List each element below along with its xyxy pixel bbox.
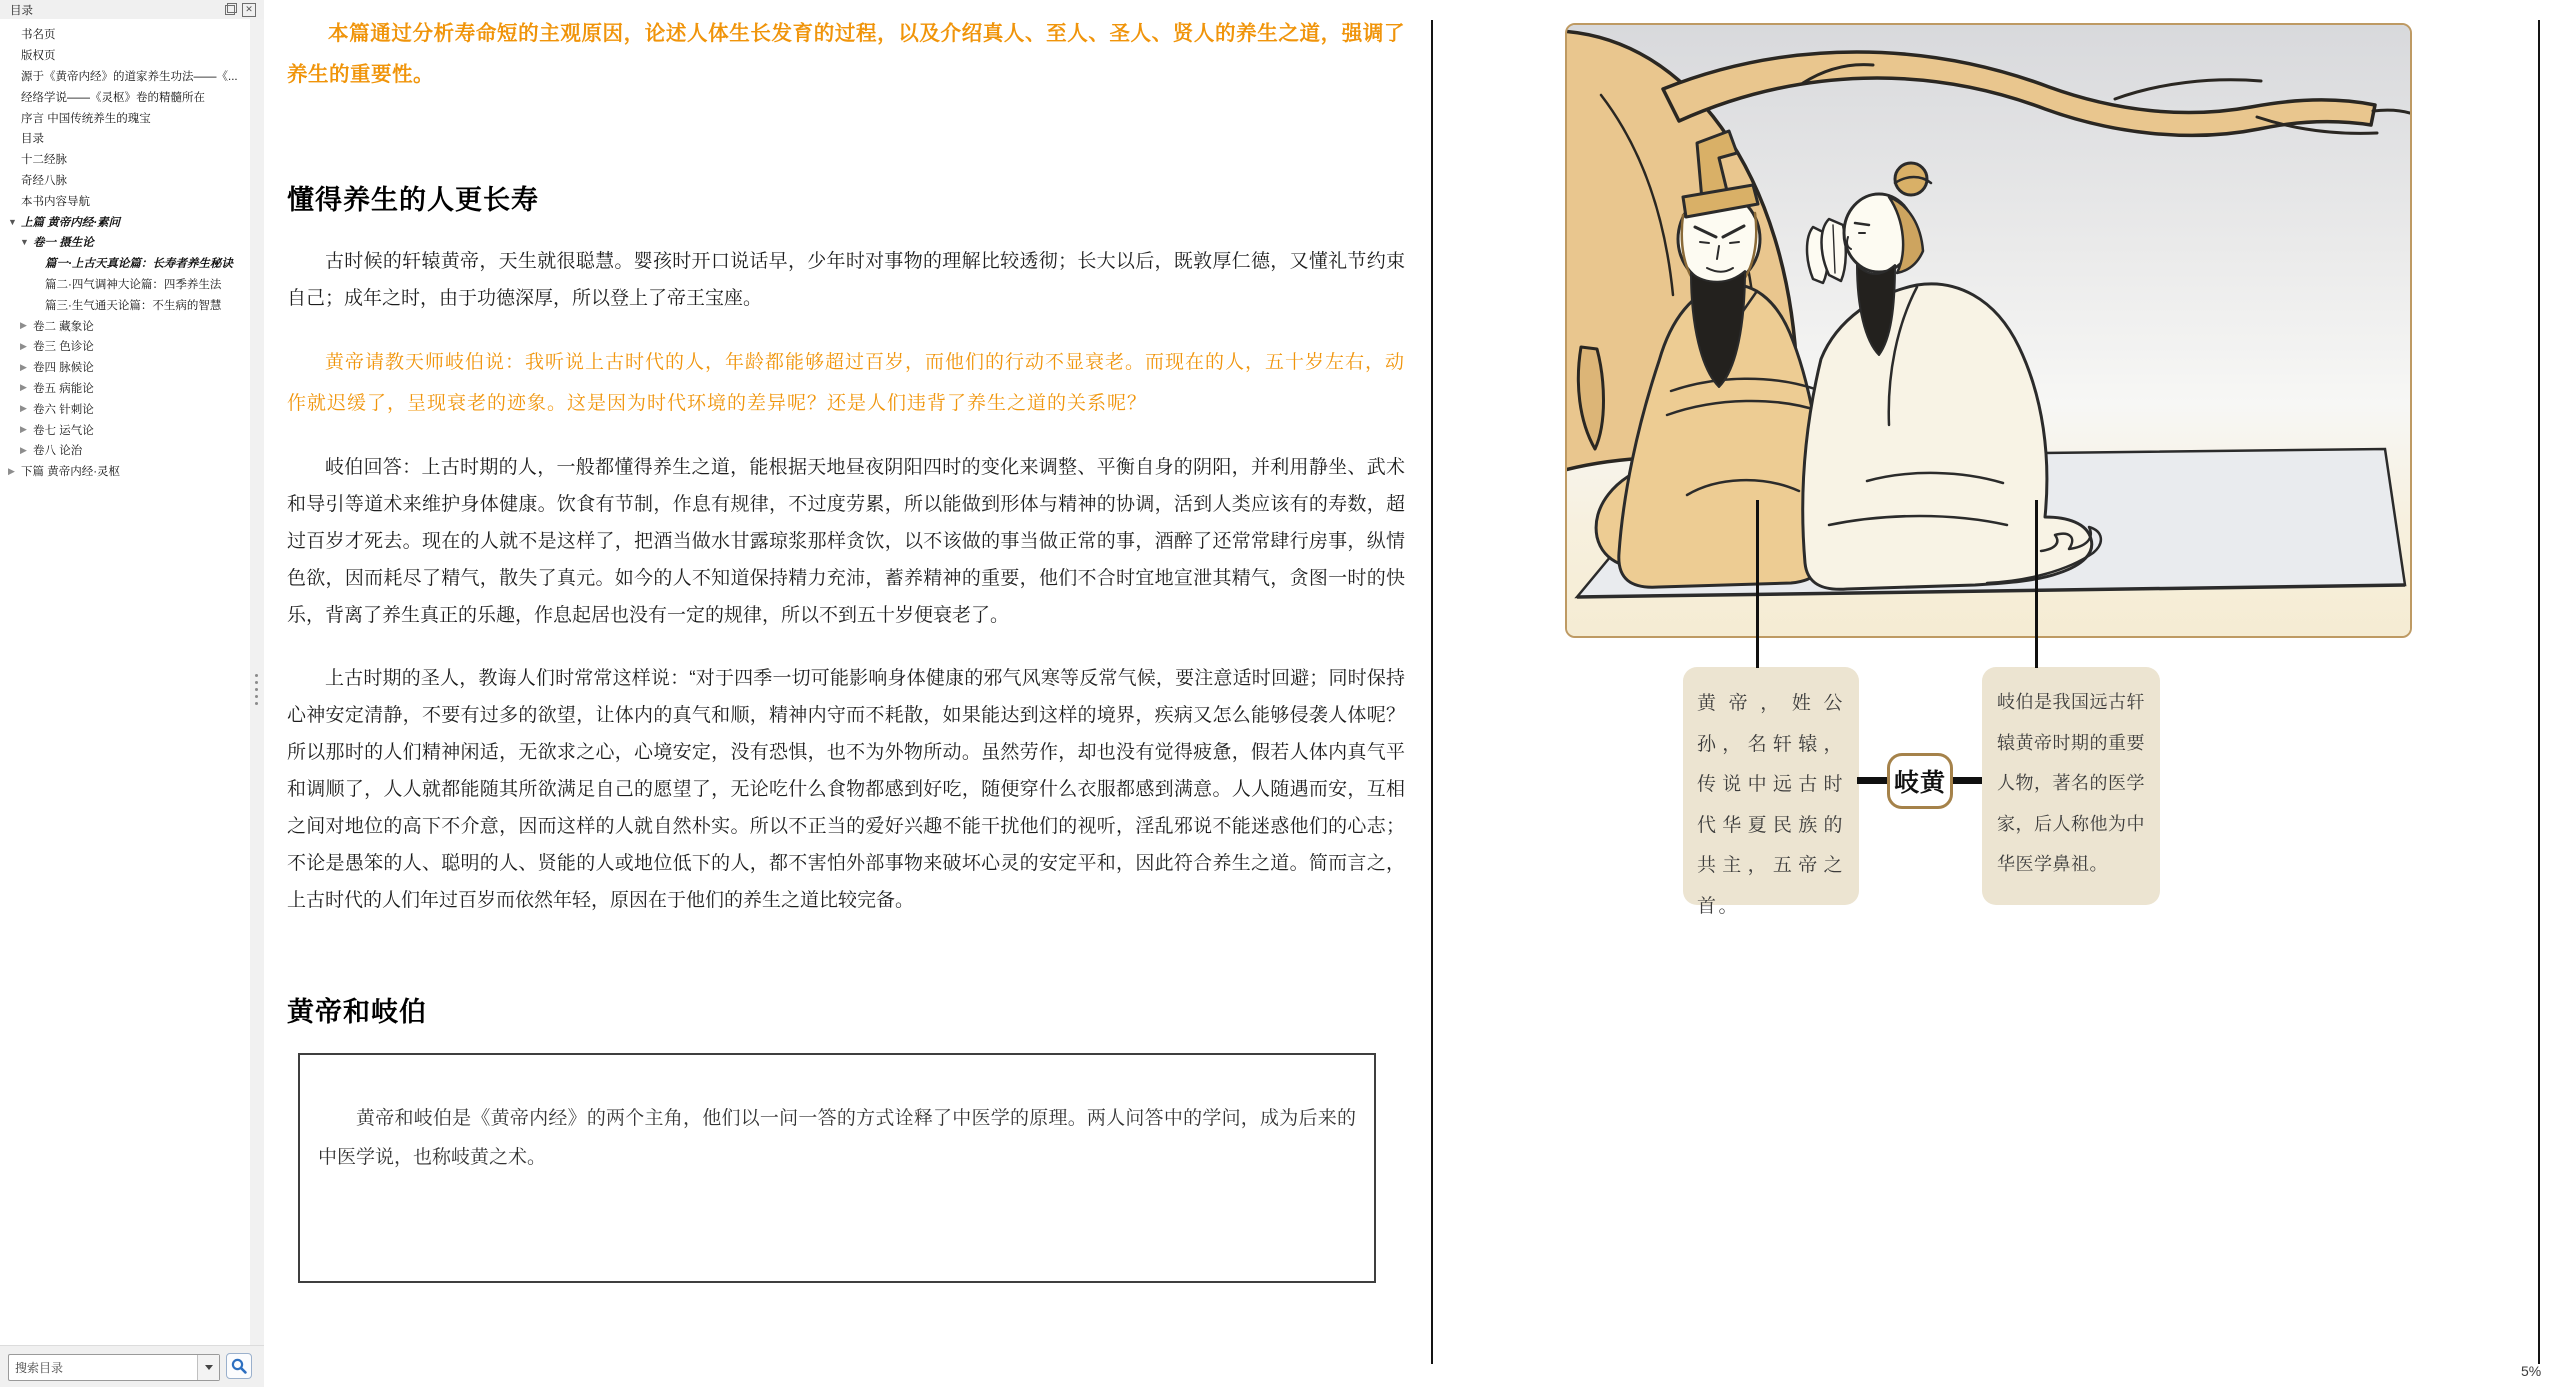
toc-item-label: 序言 中国传统养生的瑰宝 [21,112,151,125]
callout-huangdi [1683,667,1859,917]
tree-toggle-icon[interactable]: ▶ [20,403,27,414]
tree-toggle-icon[interactable]: ▶ [20,320,27,331]
float-window-icon[interactable] [225,3,237,15]
drag-dots-icon [255,670,259,709]
toc-item[interactable] [0,253,250,274]
toc-item[interactable] [0,45,250,66]
toc-sidebar [0,0,253,1387]
toc-item-label: 卷四 脉候论 [33,362,94,375]
qihuang-label: 岐黄 [1887,753,1953,809]
toc-item[interactable] [0,357,250,378]
toc-item-label: 卷五 病能论 [33,382,94,395]
tree-toggle-icon[interactable]: ▶ [20,382,27,393]
toc-item-label: 卷八 论治 [33,445,83,458]
huangdi-qibo-illustration [1567,25,2410,636]
toc-item[interactable] [0,315,250,336]
toc-item-label: 篇二·四气调神大论篇：四季养生法 [45,278,222,291]
toc-item-label: 卷三 色诊论 [33,341,94,354]
toc-item-label: 奇经八脉 [21,174,67,187]
sidebar-resize-handle[interactable] [250,19,264,1345]
toc-item[interactable] [0,461,250,482]
toc-item-label: 篇一·上古天真论篇：长寿者养生秘诀 [45,258,233,271]
search-dropdown-button[interactable] [197,1355,219,1380]
search-button[interactable] [226,1353,252,1379]
search-input[interactable] [9,1355,197,1380]
toc-item-label: 本书内容导航 [21,195,90,208]
toc-panel-title: 目录 [10,4,33,17]
document-page-text [264,0,1431,1387]
toc-tree [0,24,250,482]
callout-qibo [1982,667,2160,905]
toc-search-bar [0,1345,264,1387]
toc-item-label: 卷二 藏象论 [33,320,94,333]
toc-item-label: 卷六 针刺论 [33,403,94,416]
toc-item[interactable] [0,66,250,87]
paragraph: 上古时期的圣人，教诲人们时常常这样说：“对于四季一切可能影响身体健康的邪气风寒等反常气候，要注意适时回避；同时保持心神安定清静，不要有过多的欲望，让体内的真气和顺，精神内守而不耗散，如果能达到这样的境界，疾病又怎么能够侵袭人体呢？所以那时的人们精神闲适，无欲求之心，心境安定，没有恐惧，也不为外物所动。虽然劳作，却也没有觉得疲惫，假若人体内真气平和调顺了，人人就都能随其所欲满足自己的愿望了，无论吃什么食物都感到好吃，随便穿什么衣服都感到满意。人人随遇而安，互相之间对地位的高下不介意，因而这样的人就自然朴实。所以不正当的爱好兴趣不能干扰他们的视听，淫乱邪说不能迷惑他们的心志；不论是愚笨的人、聪明的人、贤能的人或地位低下的人，都不害怕外部事物来破坏心灵的安定平和，因此符合养生之道。简而言之，上古时代的人们年过百岁而依然年轻，原因在于他们的养生之道比较完备。 [287,668,1405,911]
toc-item-label: 书名页 [21,29,56,42]
toc-item-label: 目录 [21,133,44,146]
close-icon[interactable]: ✕ [242,3,256,17]
toc-item[interactable] [0,398,250,419]
toc-item-label: 上篇 黄帝内经·素问 [21,216,121,229]
connector-bar-left [1857,777,1889,784]
paragraph: 黄帝请教天师岐伯说：我听说上古时代的人，年龄都能够超过百岁，而他们的行动不显衰老。而现在的人，五十岁左右，动作就迟缓了，呈现衰老的迹象。这是因为时代环境的差异呢？还是人们违背了养生之道的关系呢？ [287,351,1406,414]
subsection-heading: 黄帝和岐伯 [287,997,427,1027]
toc-item-label: 版权页 [21,50,56,63]
caret-down-icon [205,1365,213,1370]
toc-item-label: 经络学说——《灵枢》卷的精髓所在 [21,91,205,104]
tree-toggle-icon[interactable]: ▶ [20,444,27,455]
body-paragraphs [287,243,1405,919]
toc-item[interactable] [0,419,250,440]
reading-progress: 5% [2521,1363,2542,1379]
toc-item[interactable] [0,378,250,399]
connector-bar-right [1951,777,1984,784]
chapter-abstract: 本篇通过分析寿命短的主观原因，论述人体生长发育的过程，以及介绍真人、至人、圣人、贤人的养生之道，强调了养生的重要性。 [287,22,1405,86]
tree-toggle-icon[interactable]: ▼ [20,237,29,248]
page-boundary-line-right [2538,20,2540,1364]
toc-item-label: 卷一 摄生论 [33,237,94,250]
toc-item-label: 十二经脉 [21,154,67,167]
toc-item-label: 下篇 黄帝内经·灵枢 [21,466,121,479]
illustration-frame [1565,23,2412,638]
toc-item[interactable] [0,211,250,232]
toc-item[interactable] [0,149,250,170]
toc-item-label: 卷七 运气论 [33,424,94,437]
section-heading: 懂得养生的人更长寿 [287,185,539,215]
toc-item[interactable] [0,128,250,149]
toc-item[interactable] [0,274,250,295]
toc-item[interactable] [0,190,250,211]
callout-line-qibo [2035,500,2038,668]
paragraph: 岐伯回答：上古时期的人，一般都懂得养生之道，能根据天地昼夜阴阳四时的变化来调整、平衡自身的阴阳，并利用静坐、武术和导引等道术来维护身体健康。饮食有节制，作息有规律，不过度劳累，所以能做到形体与精神的协调，活到人类应该有的寿数，超过百岁才死去。现在的人就不是这样了，把酒当做水甘露琼浆那样贪饮，以不该做的事当做正常的事，酒醉了还常常肆行房事，纵情色欲，因而耗尽了精气，散失了真元。如今的人不知道保持精力充沛，蓄养精神的重要，他们不合时宜地宣泄其精气，贪图一时的快乐，背离了养生真正的乐趣，作息起居也没有一定的规律，所以不到五十岁便衰老了。 [287,457,1405,626]
toc-item[interactable] [0,232,250,253]
toc-item[interactable] [0,86,250,107]
document-page-figure [1433,0,2538,1387]
toc-panel-header [0,0,264,19]
callout-line-huangdi [1756,500,1759,668]
tree-toggle-icon[interactable]: ▶ [8,465,15,476]
toc-item[interactable] [0,170,250,191]
toc-item[interactable] [0,440,250,461]
search-icon [231,1358,247,1374]
toc-item[interactable] [0,336,250,357]
info-box-text: 黄帝和岐伯是《黄帝内经》的两个主角，他们以一问一答的方式诠释了中医学的原理。两人问答中的学问，成为后来的中医学说，也称岐黄之术。 [318,1107,1356,1168]
callout-huangdi-text: 黄帝，姓公孙，名轩辕，传说中远古时代华夏民族的共主，五帝之首。 [1697,692,1845,917]
toc-item-label: 源于《黄帝内经》的道家养生功法——《... [21,70,238,83]
toc-item-label: 篇三·生气通天论篇：不生病的智慧 [45,299,222,312]
tree-toggle-icon[interactable]: ▼ [8,216,17,227]
callout-qibo-text: 岐伯是我国远古轩辕黄帝时期的重要人物，著名的医学家，后人称他为中华医学鼻祖。 [1997,692,2145,875]
tree-toggle-icon[interactable]: ▶ [20,361,27,372]
toc-item[interactable] [0,107,250,128]
toc-item[interactable] [0,24,250,45]
toc-item[interactable] [0,294,250,315]
paragraph: 古时候的轩辕黄帝，天生就很聪慧。婴孩时开口说话早，少年时对事物的理解比较透彻；长大以后，既敦厚仁德，又懂礼节约束自己；成年之时，由于功德深厚，所以登上了帝王宝座。 [287,251,1405,309]
tree-toggle-icon[interactable]: ▶ [20,340,27,351]
tree-toggle-icon[interactable]: ▶ [20,424,27,435]
info-box [298,1053,1376,1283]
